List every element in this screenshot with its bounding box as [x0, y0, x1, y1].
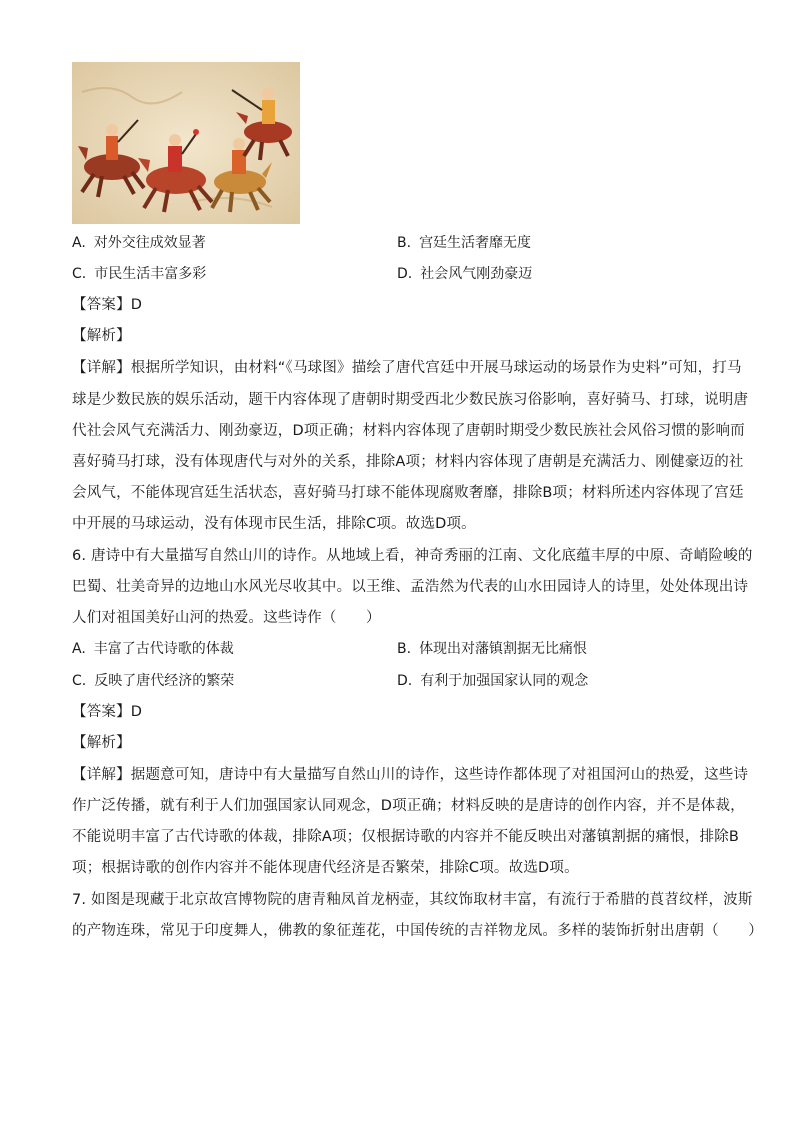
q5-option-d[interactable]: [397, 264, 532, 284]
q5-detail-line: 中开展的马球运动，没有体现市民生活，排除C项。故选D项。: [72, 516, 476, 532]
option-text: 宫廷生活奢靡无度: [419, 235, 532, 251]
option-text: 对外交往成效显著: [93, 235, 206, 251]
q6-stem-line: 人们对祖国美好山河的热爱。这些诗作（ ）: [72, 610, 381, 626]
q6-detail-line: 作广泛传播，就有利于人们加强国家认同观念，D项正确；材料反映的是唐诗的创作内容，并不是体裁，: [72, 798, 745, 814]
option-text: 丰富了古代诗歌的体裁: [93, 641, 234, 657]
q5-detail-line: 喜好骑马打球，没有体现唐代与对外的关系，排除A项；材料内容体现了唐朝是充满活力、刚健豪迈的社: [72, 454, 744, 470]
option-text: 社会风气刚劲豪迈: [420, 266, 533, 282]
q6-detail-line: 项；根据诗歌的创作内容并不能体现唐代经济是否繁荣，排除C项。故选D项。: [72, 860, 579, 876]
q5-option-c[interactable]: [72, 264, 206, 284]
option-key: D.: [397, 673, 413, 689]
polo-painting-image: [72, 62, 300, 224]
q5-detail-line: 代社会风气充满活力、刚劲豪迈，D项正确；材料内容体现了唐朝时期受少数民族社会风俗习惯的影响而: [72, 423, 745, 439]
option-key: A.: [72, 235, 86, 251]
option-text: 体现出对藩镇割据无比痛恨: [419, 641, 588, 657]
q6-detail-line: 不能说明丰富了古代诗歌的体裁，排除A项；仅根据诗歌的内容并不能反映出对藩镇割据的痛恨，排除B: [72, 829, 740, 845]
option-text: 有利于加强国家认同的观念: [420, 673, 589, 689]
option-key: C.: [72, 266, 87, 282]
q7-stem-line: 的产物连珠，常见于印度舞人，佛教的象征莲花，中国传统的吉祥物龙凤。多样的装饰折射出唐朝（ ）: [72, 923, 763, 939]
option-key: C.: [72, 673, 87, 689]
q5-answer: 【答案】D: [72, 297, 143, 313]
option-text: 市民生活丰富多彩: [94, 266, 207, 282]
q5-option-b[interactable]: [397, 233, 531, 253]
q6-option-c[interactable]: [72, 671, 234, 691]
q5-option-a[interactable]: [72, 233, 206, 253]
option-key: B.: [397, 641, 412, 657]
q6-option-d[interactable]: [397, 671, 588, 691]
q5-analysis-label: 【解析】: [72, 328, 131, 344]
q5-detail-line: 球是少数民族的娱乐活动，题干内容体现了唐朝时期受西北少数民族习俗影响，喜好骑马、打球，说明唐: [72, 392, 749, 408]
option-text: 反映了唐代经济的繁荣: [94, 673, 235, 689]
q6-option-b[interactable]: [397, 639, 587, 659]
option-key: B.: [397, 235, 412, 251]
q5-detail-line: 会风气，不能体现宫廷生活状态，喜好骑马打球不能体现腐败奢靡，排除B项；材料所述内容体现了宫廷: [72, 485, 744, 501]
q6-answer: 【答案】D: [72, 704, 143, 720]
q6-stem-line: 6. 唐诗中有大量描写自然山川的诗作。从地域上看，神奇秀丽的江南、文化底蕴丰厚的中原、奇峭险峻的: [72, 548, 753, 564]
q6-analysis-label: 【解析】: [72, 735, 131, 751]
option-key: D.: [397, 266, 413, 282]
q6-stem-line: 巴蜀、壮美奇异的边地山水风光尽收其中。以王维、孟浩然为代表的山水田园诗人的诗里，处处体现出诗: [72, 579, 749, 595]
q6-option-a[interactable]: [72, 639, 234, 659]
q6-detail-line: 【详解】据题意可知，唐诗中有大量描写自然山川的诗作，这些诗作都体现了对祖国河山的热爱，这些诗: [72, 767, 749, 783]
q5-detail-line: 【详解】根据所学知识，由材料“《马球图》描绘了唐代宫廷中开展马球运动的场景作为史料”可知，打马: [72, 360, 742, 376]
q7-stem-line: 7. 如图是现藏于北京故宫博物院的唐青釉凤首龙柄壶，其纹饰取材丰富，有流行于希腊的莨苕纹样，波斯: [72, 892, 753, 908]
option-key: A.: [72, 641, 86, 657]
